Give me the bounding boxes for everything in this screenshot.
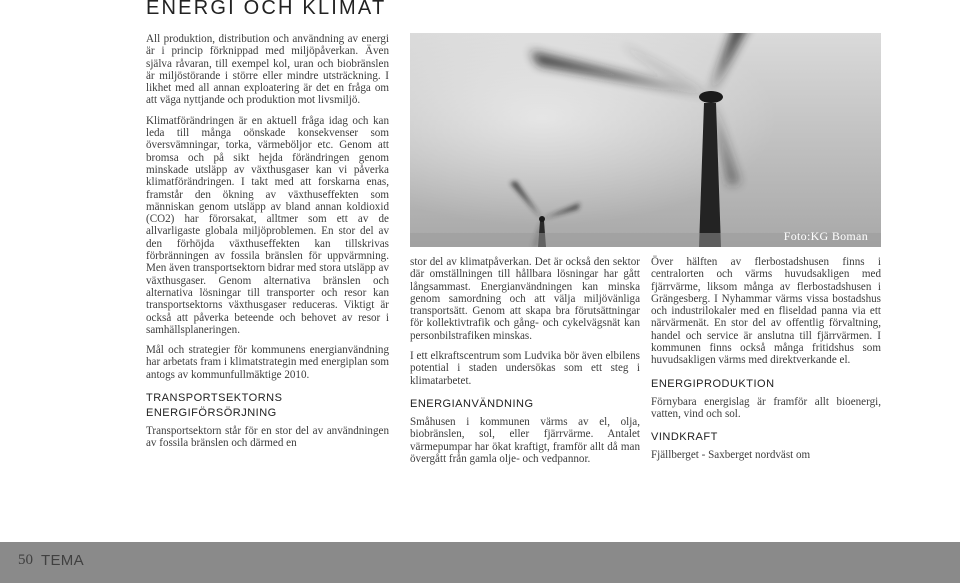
section-heading: ENERGIPRODUKTION xyxy=(651,377,775,390)
page-title: ENERGI OCH KLIMAT xyxy=(146,0,387,19)
paragraph: Över hälften av flerbostadshusen finns i centralorten och värms huvudsakligen med fjärrvärme, liksom många av flerbostadshusen i Grängesberg. I Nyhammar värms vissa bostadshus och industrilokaler med en fliseldad panna via ett närvärmenät. En stor del av offentlig förvaltning, handel och service är anslutna till fjärrvärmen. I kommunen finns också många fritidshus som huvudsakligen värms med direktverkande el. xyxy=(651,256,881,367)
paragraph: Mål och strategier för kommunens energianvändning har arbetats fram i klimatstrategin med energiplan som antogs av kommunfullmäktige 2010. xyxy=(146,344,389,381)
paragraph: Småhusen i kommunen värms av el, olja, biobränslen, sol, eller fjärrvärme. Antalet värmepumpar har ökat kraftigt, framför allt då man övergått från gamla olje- och vedpannor. xyxy=(410,415,640,465)
paragraph: stor del av klimatpåverkan. Det är också den sektor där omställningen till hållbara lösningar har gått långsammast. Energianvändningen kan minska genom samordning och att välja miljövänliga transportsätt. Genom att skapa bra förutsättningar för kollektivtrafik och gång- och cykelvägsnät kan personbilstrafiken minskas. xyxy=(410,256,640,342)
paragraph: I ett elkraftscentrum som Ludvika bör även elbilens potential i staden undersökas som ett steg i klimatarbetet. xyxy=(410,350,640,387)
section-heading: TRANSPORTSEKTORNS ENERGIFÖRSÖRJNING xyxy=(146,392,283,420)
text-column-3 xyxy=(651,256,881,470)
photo-credit: Foto:KG Boman xyxy=(783,229,868,243)
paragraph: All produktion, distribution och användning av energi är i princip förknippad med miljöpåverkan. Även själva råvaran, till exempel kol, uran och biobränslen är miljöstörande i större eller mindre utsträckning. I likhet med all annan exploatering är det en fråga om att väga nyttjande och produktion mot livsmiljö. xyxy=(146,33,389,107)
paragraph: Transportsektorn står för en stor del av användningen av fossila bränslen och därmed en xyxy=(146,425,389,450)
text-column-2 xyxy=(410,256,640,473)
wind-turbine-photo xyxy=(410,33,881,247)
wind-turbine-image xyxy=(410,33,881,247)
paragraph: Klimatförändringen är en aktuell fråga idag och kan leda till många oönskade konsekvenser som översvämningar, torka, värmeböljor etc. Genom att bromsa och på sikt hejda förändringen genom minskade utsläpp av växthusgaser kan vi påverka klimatförändringen. I takt med att forskarna enas, framstår den ökning av växthuseffekten som människan genom utsläpp av bland annan koldioxid (CO2) har förorsakat, alltmer som ett av de allvarligaste globala miljöproblemen. En stor del av den förhöjda växthuseffekten kan tillskrivas förbränningen av fossila bränslen för uppvärmning. Men även transportsektorn bidrar med stora utsläpp av växthusgaser. Genom alternativa bränslen och alternativa lösningar till transporter och resor kan transportsektorns växthusgaser reduceras. Viktigt är också att påverka beteende och behovet av resor i samhällsplaneringen. xyxy=(146,114,389,336)
footer-bar xyxy=(0,542,960,583)
section-label: TEMA xyxy=(41,552,84,569)
text-column-1 xyxy=(146,33,389,458)
paragraph: Förnybara energislag är framför allt bioenergi, vatten, vind och sol. xyxy=(651,395,881,420)
section-heading: VINDKRAFT xyxy=(651,431,718,444)
paragraph: Fjällberget - Saxberget nordväst om xyxy=(651,449,811,462)
section-heading: ENERGIANVÄNDNING xyxy=(410,397,534,410)
page-number: 50 xyxy=(18,552,33,568)
